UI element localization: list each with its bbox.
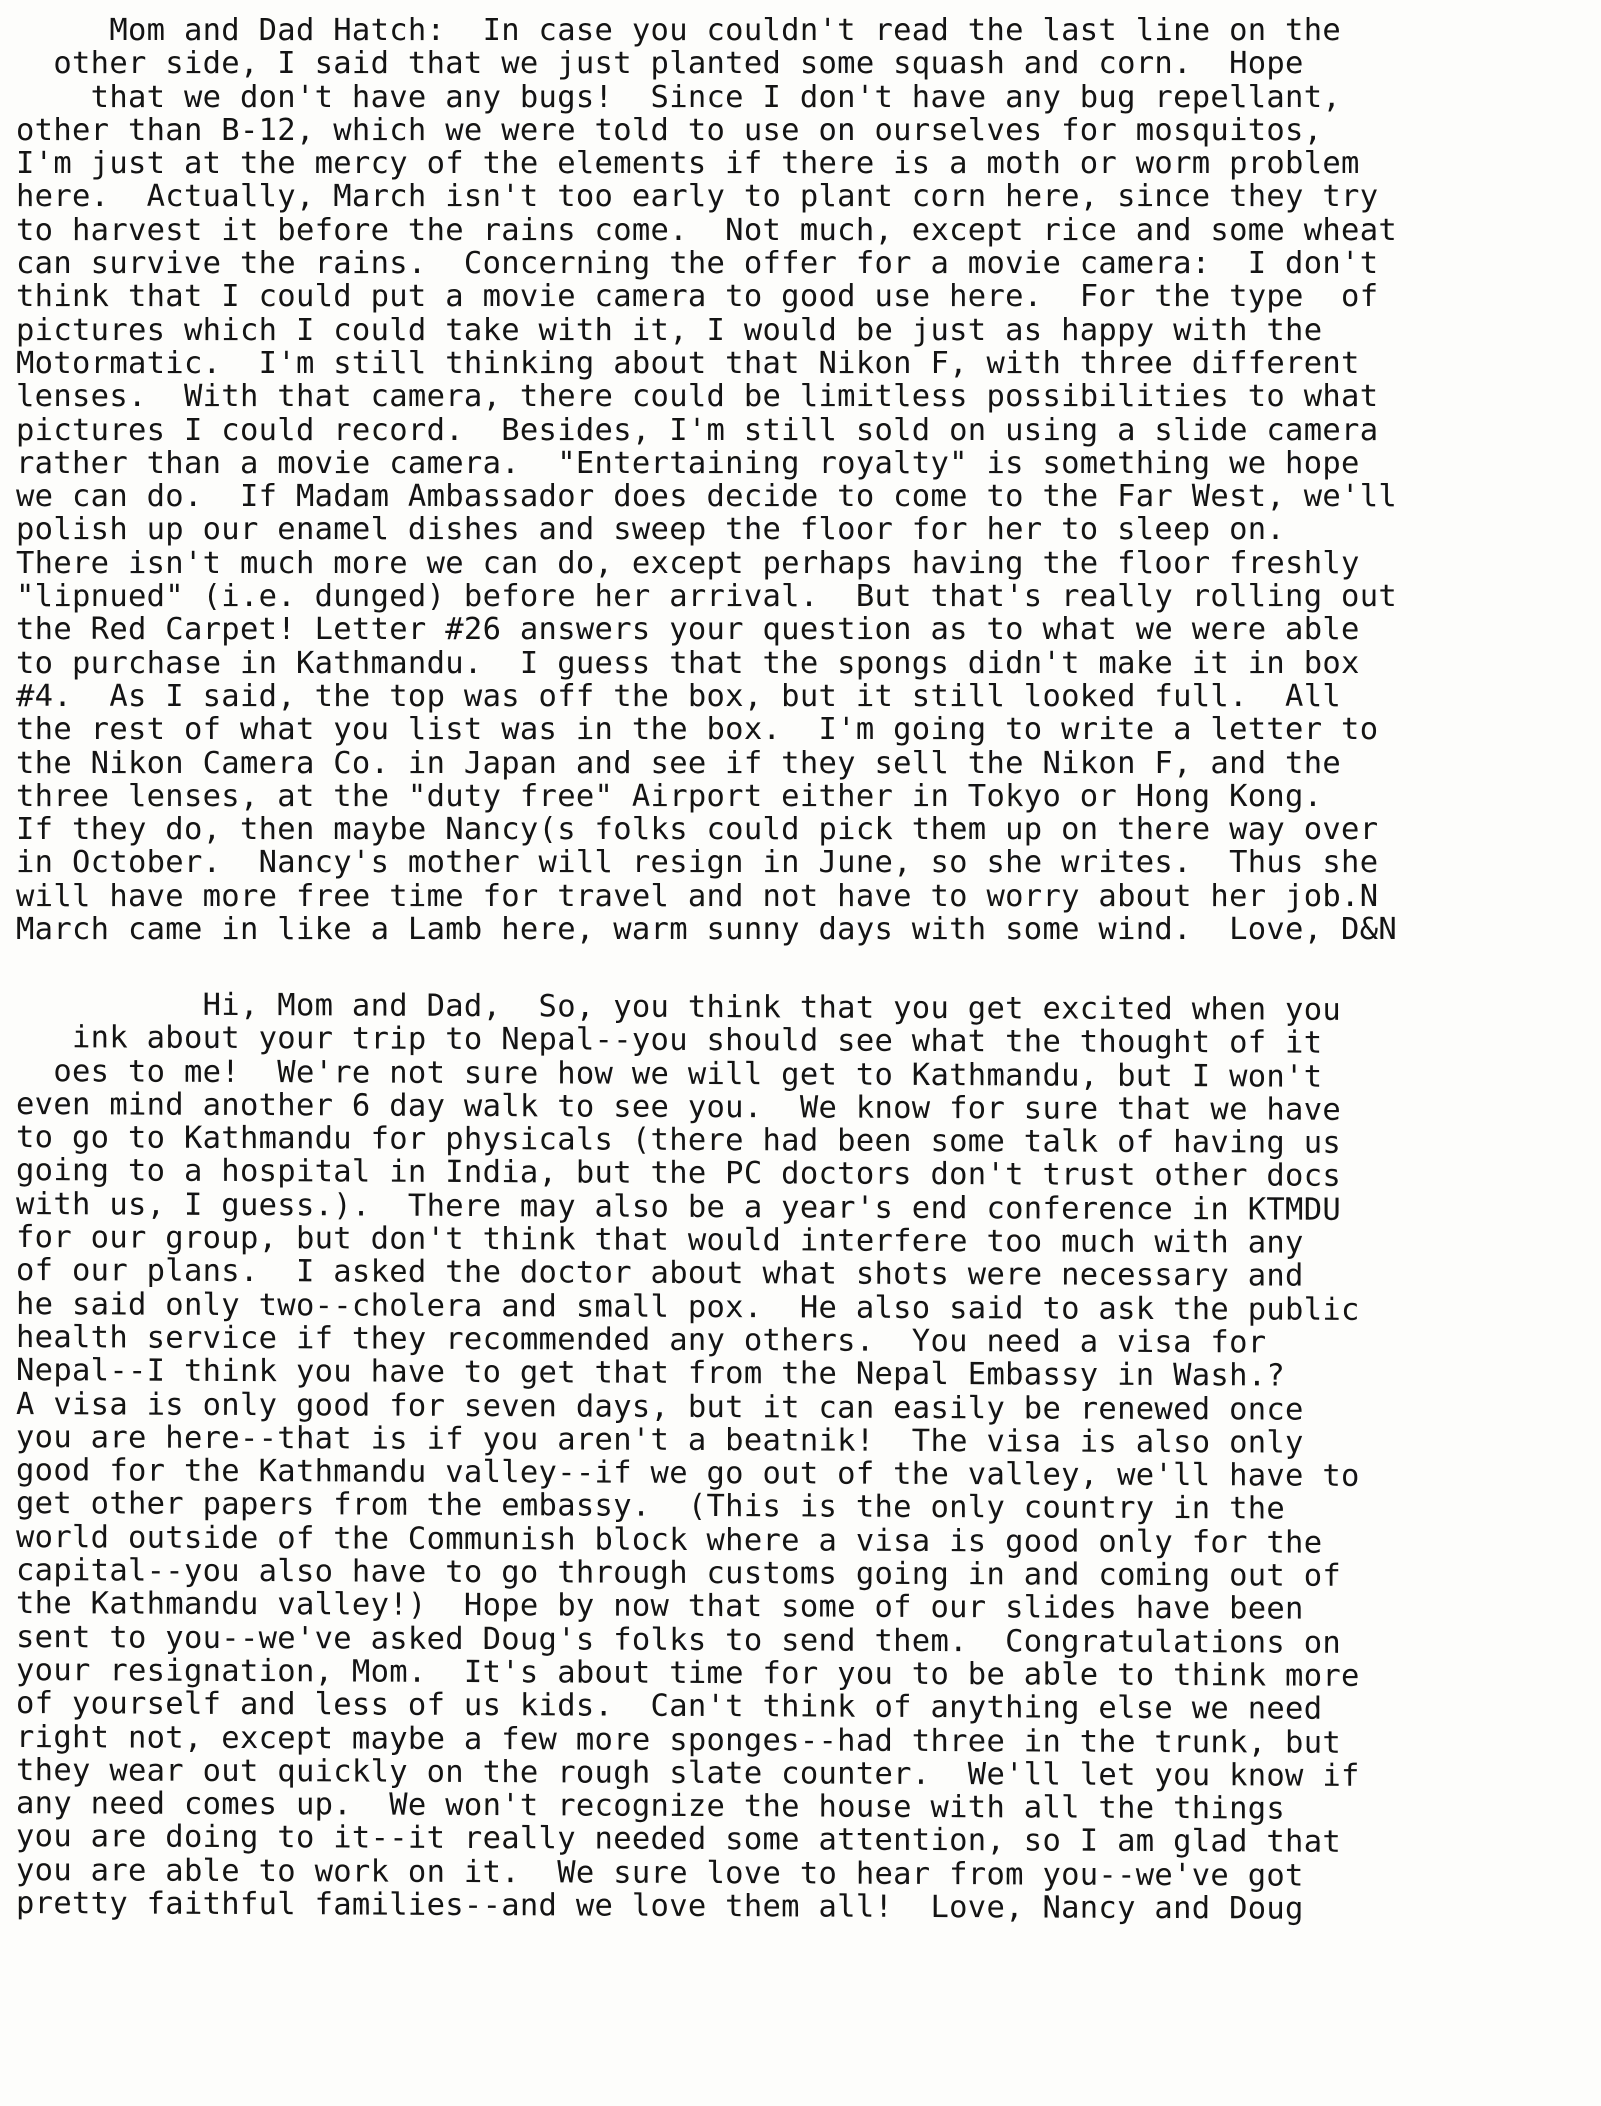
typed-line: will have more free time for travel and not have to worry about her job.N bbox=[16, 878, 1379, 914]
typed-line: good for the Kathmandu valley--if we go out of the valley, we'll have to bbox=[16, 1453, 1360, 1495]
typed-line: Mom and Dad Hatch: In case you couldn't read the last line on the bbox=[16, 13, 1342, 48]
typed-line: they wear out quickly on the rough slate counter. We'll let you know if bbox=[16, 1752, 1360, 1794]
typed-line: If they do, then maybe Nancy(s folks could pick them up on there way over bbox=[16, 812, 1379, 848]
typed-line: in October. Nancy's mother will resign in June, so she writes. Thus she bbox=[16, 845, 1379, 881]
typed-line: "lipnued" (i.e. dunged) before her arrival. But that's really rolling out bbox=[16, 579, 1398, 615]
typed-line: lenses. With that camera, there could be limitless possibilities to what bbox=[16, 379, 1379, 415]
typed-line: pretty faithful families--and we love them all! Love, Nancy and Doug bbox=[16, 1886, 1304, 1927]
typed-line: you are here--that is if you aren't a beatnik! The visa is also only bbox=[16, 1419, 1304, 1461]
typed-line: other than B-12, which we were told to use on ourselves for mosquitos, bbox=[16, 112, 1323, 148]
typed-line: he said only two--cholera and small pox. He also said to ask the public bbox=[16, 1286, 1360, 1328]
typed-line: going to a hospital in India, but the PC doctors don't trust other docs bbox=[16, 1153, 1342, 1195]
typed-line: polish up our enamel dishes and sweep the floor for her to sleep on. bbox=[16, 512, 1286, 548]
typed-line: world outside of the Communish block where a visa is good only for the bbox=[16, 1519, 1323, 1561]
typed-line: right not, except maybe a few more sponges--had three in the trunk, but bbox=[16, 1719, 1342, 1761]
typed-line: Hi, Mom and Dad, So, you think that you get excited when you bbox=[16, 987, 1342, 1028]
typed-line: There isn't much more we can do, except perhaps having the floor freshly bbox=[16, 545, 1360, 581]
typed-line: we can do. If Madam Ambassador does decide to come to the Far West, we'll bbox=[16, 479, 1398, 515]
typed-line: for our group, but don't think that would interfere too much with any bbox=[16, 1220, 1304, 1261]
letter-from-doug bbox=[16, 14, 1397, 946]
typed-line: oes to me! We're not sure how we will get to Kathmandu, but I won't bbox=[16, 1053, 1323, 1095]
typed-line: even mind another 6 day walk to see you. We know for sure that we have bbox=[16, 1086, 1342, 1128]
typed-line: the Nikon Camera Co. in Japan and see if they sell the Nikon F, and the bbox=[16, 745, 1342, 781]
typed-line: Motormatic. I'm still thinking about that Nikon F, with three different bbox=[16, 345, 1360, 381]
typed-line: other side, I said that we just planted some squash and corn. Hope bbox=[16, 46, 1304, 82]
typed-line: ink about your trip to Nepal--you should see what the thought of it bbox=[16, 1020, 1323, 1061]
typed-line: here. Actually, March isn't too early to plant corn here, since they try bbox=[16, 179, 1379, 215]
letter-from-nancy bbox=[16, 988, 1360, 1926]
typed-line: to go to Kathmandu for physicals (there had been some talk of having us bbox=[16, 1120, 1342, 1161]
typed-line: capital--you also have to go through customs going in and coming out of bbox=[16, 1553, 1342, 1594]
typed-line: the rest of what you list was in the box. I'm going to write a letter to bbox=[16, 712, 1379, 748]
typed-line: A visa is only good for seven days, but it can easily be renewed once bbox=[16, 1386, 1304, 1428]
typed-line: sent to you--we've asked Doug's folks to send them. Congratulations on bbox=[16, 1619, 1342, 1661]
typed-line: you are doing to it--it really needed some attention, so I am glad that bbox=[16, 1819, 1342, 1861]
typed-line: that we don't have any bugs! Since I don't have any bug repellant, bbox=[16, 79, 1342, 115]
typed-line: pictures I could record. Besides, I'm still sold on using a slide camera bbox=[16, 412, 1379, 448]
typed-line: #4. As I said, the top was off the box, but it still looked full. All bbox=[16, 678, 1342, 714]
typed-line: the Red Carpet! Letter #26 answers your question as to what we were able bbox=[16, 612, 1360, 648]
typed-line: to harvest it before the rains come. Not much, except rice and some wheat bbox=[16, 212, 1398, 248]
typed-line: the Kathmandu valley!) Hope by now that some of our slides have been bbox=[16, 1586, 1304, 1627]
typed-line: with us, I guess.). There may also be a year's end conference in KTMDU bbox=[16, 1186, 1342, 1228]
typed-line: pictures which I could take with it, I would be just as happy with the bbox=[16, 312, 1323, 348]
typed-line: any need comes up. We won't recognize the house with all the things bbox=[16, 1786, 1286, 1827]
typed-line: Nepal--I think you have to get that from the Nepal Embassy in Wash.? bbox=[16, 1353, 1286, 1394]
typed-line: think that I could put a movie camera to good use here. For the type of bbox=[16, 279, 1379, 315]
typed-line: three lenses, at the "duty free" Airport either in Tokyo or Hong Kong. bbox=[16, 778, 1323, 814]
typed-line: health service if they recommended any others. You need a visa for bbox=[16, 1319, 1267, 1361]
typed-line: can survive the rains. Concerning the offer for a movie camera: I don't bbox=[16, 246, 1379, 282]
typed-line: I'm just at the mercy of the elements if there is a moth or worm problem bbox=[16, 146, 1360, 182]
typed-line: you are able to work on it. We sure love to hear from you--we've got bbox=[16, 1852, 1304, 1894]
typed-line: to purchase in Kathmandu. I guess that the spongs didn't make it in box bbox=[16, 645, 1360, 681]
typed-line: of our plans. I asked the doctor about what shots were necessary and bbox=[16, 1253, 1304, 1294]
typed-line: March came in like a Lamb here, warm sunny days with some wind. Love, D&N bbox=[16, 912, 1398, 948]
typed-line: rather than a movie camera. "Entertaining royalty" is something we hope bbox=[16, 445, 1360, 481]
typed-line: get other papers from the embassy. (This is the only country in the bbox=[16, 1486, 1286, 1527]
typed-line: of yourself and less of us kids. Can't think of anything else we need bbox=[16, 1686, 1323, 1727]
typed-line: your resignation, Mom. It's about time for you to be able to think more bbox=[16, 1652, 1360, 1694]
